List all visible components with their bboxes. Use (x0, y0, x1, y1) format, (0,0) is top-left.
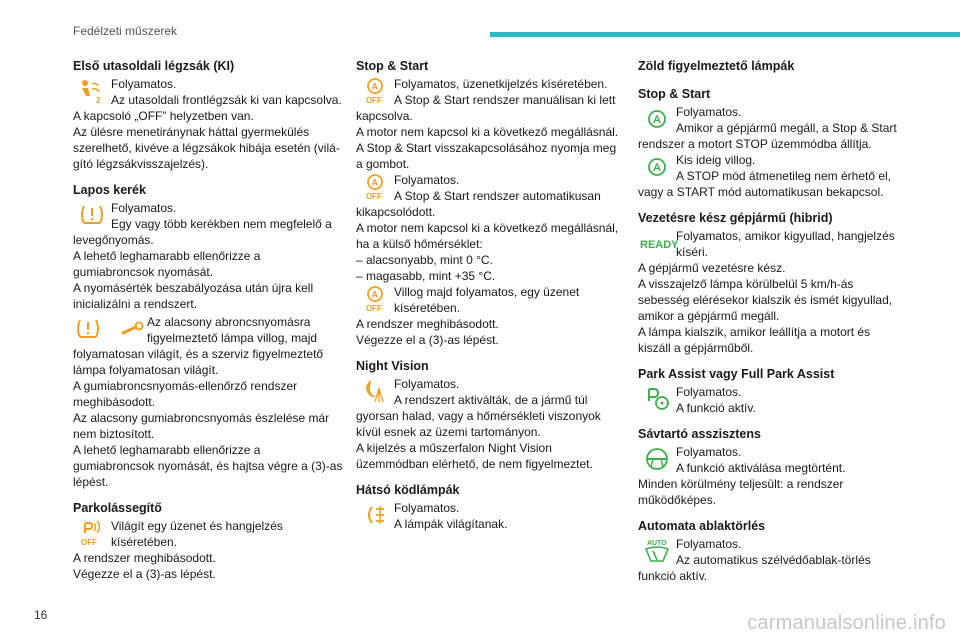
entry-night-vision: Folyamatos. A rendszert aktiválták, de a jármű túl gyorsan halad, vagy a hőmérsékleti viszonyok kívül esnek az üzemi tartományon. A kijelzés a műszerfalon Night Vision üzemmódban elérhető, de nem figyelmeztet. (356, 377, 601, 471)
heading-park-assist: Park Assist vagy Full Park Assist (638, 367, 835, 381)
entry-stop-start-manual: A OFF Folyamatos, üzenetkijelzés kíséretében. A Stop & Start rendszer manuálisan ki lett kapcsolva. A motor nem kapcsol ki a következő megállásnál. A Stop & Start visszakapcsolásához nyomja meg a gombot. (356, 77, 619, 171)
entry-stop-start-auto: A OFF Folyamatos. A Stop & Start rendszer automatikusan kikapcsolódott. A motor nem kapcsol ki a következő megállásnál, ha a külső hőmérséklet: – alacsonyabb, mint 0 °C. – magasabb, mint +35 °C. (356, 173, 619, 283)
rear-fog-lamp-icon (356, 500, 394, 530)
heading-parking: Parkolássegítő (73, 501, 162, 515)
entry-parking: OFF Világít egy üzenet és hangjelzés kíséretében. A rendszer meghibásodott. Végezze el a (3)-as lépést. (73, 519, 283, 581)
parking-sensor-off-icon (73, 518, 111, 548)
heading-stop-start: Stop & Start (356, 59, 429, 73)
column-1 (73, 58, 345, 582)
svg-text:AUTO: AUTO (647, 540, 667, 547)
page-number: 16 (34, 608, 48, 622)
svg-text:A: A (371, 289, 378, 300)
heading-auto-wipers: Automata ablaktörlés (638, 519, 766, 533)
night-vision-icon (356, 376, 394, 406)
stop-start-active-icon (638, 104, 676, 134)
heading-airbag: Első utasoldali légzsák (KI) (73, 59, 235, 73)
entry-park-assist: Folyamatos. A funkció aktív. (638, 384, 906, 416)
passenger-airbag-off-icon (73, 76, 111, 106)
site-watermark: carmanualsonline.info (747, 612, 946, 634)
column-2 (356, 58, 624, 532)
entry-flat-tyre: Folyamatos. Egy vagy több kerékben nem megfelelő a levegőnyomás. A lehető leghamarabb ellenőrizze a gumiabroncsok nyomását. A nyomásérték beszabályozása után újra kell inicializálni a rendszert. (73, 201, 332, 311)
svg-text:OFF: OFF (366, 192, 382, 201)
heading-flat-tyre: Lapos kerék (73, 183, 146, 197)
tyre-and-service-icons (73, 314, 147, 344)
svg-text:A: A (653, 162, 661, 174)
entry-flat-tyre-fault: Az alacsony abroncsnyomásra figyelmeztető lámpa villog, majd folyamatosan világít, és a szerviz figyelmeztető lámpa folyamatosan világít. A gumiabroncsnyomás-ellenőrző rendszer meghibásodott. Az alacsony gumiabroncsnyomás észlelése már nem biztosított. A lehető leghamarabb ellenőrizze a gumiabroncsok nyomását, és hajtsa végre a (3)-as lépést. (73, 315, 343, 489)
entry-green-stop-start-2: A Kis ideig villog. A STOP mód átmenetileg nem érhető el, vagy a START mód automatikusan bekapcsol. (638, 153, 892, 199)
svg-text:A: A (371, 177, 378, 188)
svg-text:OFF: OFF (366, 96, 382, 105)
stop-start-off-icon (356, 76, 394, 106)
svg-text:OFF: OFF (81, 538, 97, 547)
entry-rear-fog: Folyamatos. A lámpák világítanak. (356, 500, 624, 532)
heading-lane-assist: Sávtartó asszisztens (638, 427, 761, 441)
column-3 (638, 58, 906, 584)
entry-ready: READY Folyamatos, amikor kigyullad, hangjelzés kíséri. A gépjármű vezetésre kész. A visszajelző lámpa körülbelül 5 km/h-ás sebesség elérésekor kialszik és ismét kigyullad, amikor a gépjármű megáll. A lámpa kialszik, amikor leállítja a motort és kiszáll a gépjárműből. (638, 229, 895, 355)
ready-icon (638, 228, 679, 258)
auto-wiper-icon (638, 536, 676, 566)
svg-text:2: 2 (96, 96, 101, 105)
tyre-pressure-icon (73, 200, 111, 230)
tyre-pressure-icon (75, 317, 101, 341)
heading-ready: Vezetésre kész gépjármű (hibrid) (638, 211, 833, 225)
heading-green-stop-start: Stop & Start (638, 87, 711, 101)
stop-start-off-icon (356, 284, 394, 314)
entry-stop-start-fault: A OFF Villog majd folyamatos, egy üzenet kíséretében. A rendszer meghibásodott. Végezze el a (3)-as lépést. (356, 285, 580, 347)
heading-night-vision: Night Vision (356, 359, 429, 373)
header-accent-bar (490, 32, 960, 37)
entry-green-stop-start-1: A Folyamatos. Amikor a gépjármű megáll, a Stop & Start rendszer a motort STOP üzemmódba állítja. (638, 105, 897, 151)
page-header-title: Fedélzeti műszerek (73, 24, 178, 38)
svg-text:A: A (653, 114, 661, 126)
heading-rear-fog: Hátsó ködlámpák (356, 483, 460, 497)
svg-text:A: A (371, 81, 378, 92)
entry-lane-assist: Folyamatos. A funkció aktiválása megtörtént. Minden körülmény teljesült: a rendszer működőképes. (638, 445, 846, 507)
stop-start-off-icon (356, 172, 394, 202)
stop-start-active-icon (638, 152, 676, 182)
entry-auto-wipers: AUTO Folyamatos. Az automatikus szélvédőablak-törlés funkció aktív. (638, 537, 871, 583)
svg-text:OFF: OFF (366, 304, 382, 313)
entry-airbag: 2 Folyamatos. Az utasoldali frontlégzsák ki van kapcsolva. A kapcsoló „OFF” helyzetben van. Az ülésre menetiránynak háttal gyermekülés szerelhető, kivéve a légzsákok hibája esetén (világító légzsákvisszajelzés). (73, 77, 342, 171)
heading-green-lamps: Zöld figyelmeztető lámpák (638, 59, 795, 73)
svg-text:READY: READY (640, 239, 679, 251)
lane-keep-assist-icon (638, 444, 676, 474)
service-wrench-icon (121, 322, 145, 336)
park-assist-icon (638, 384, 676, 414)
